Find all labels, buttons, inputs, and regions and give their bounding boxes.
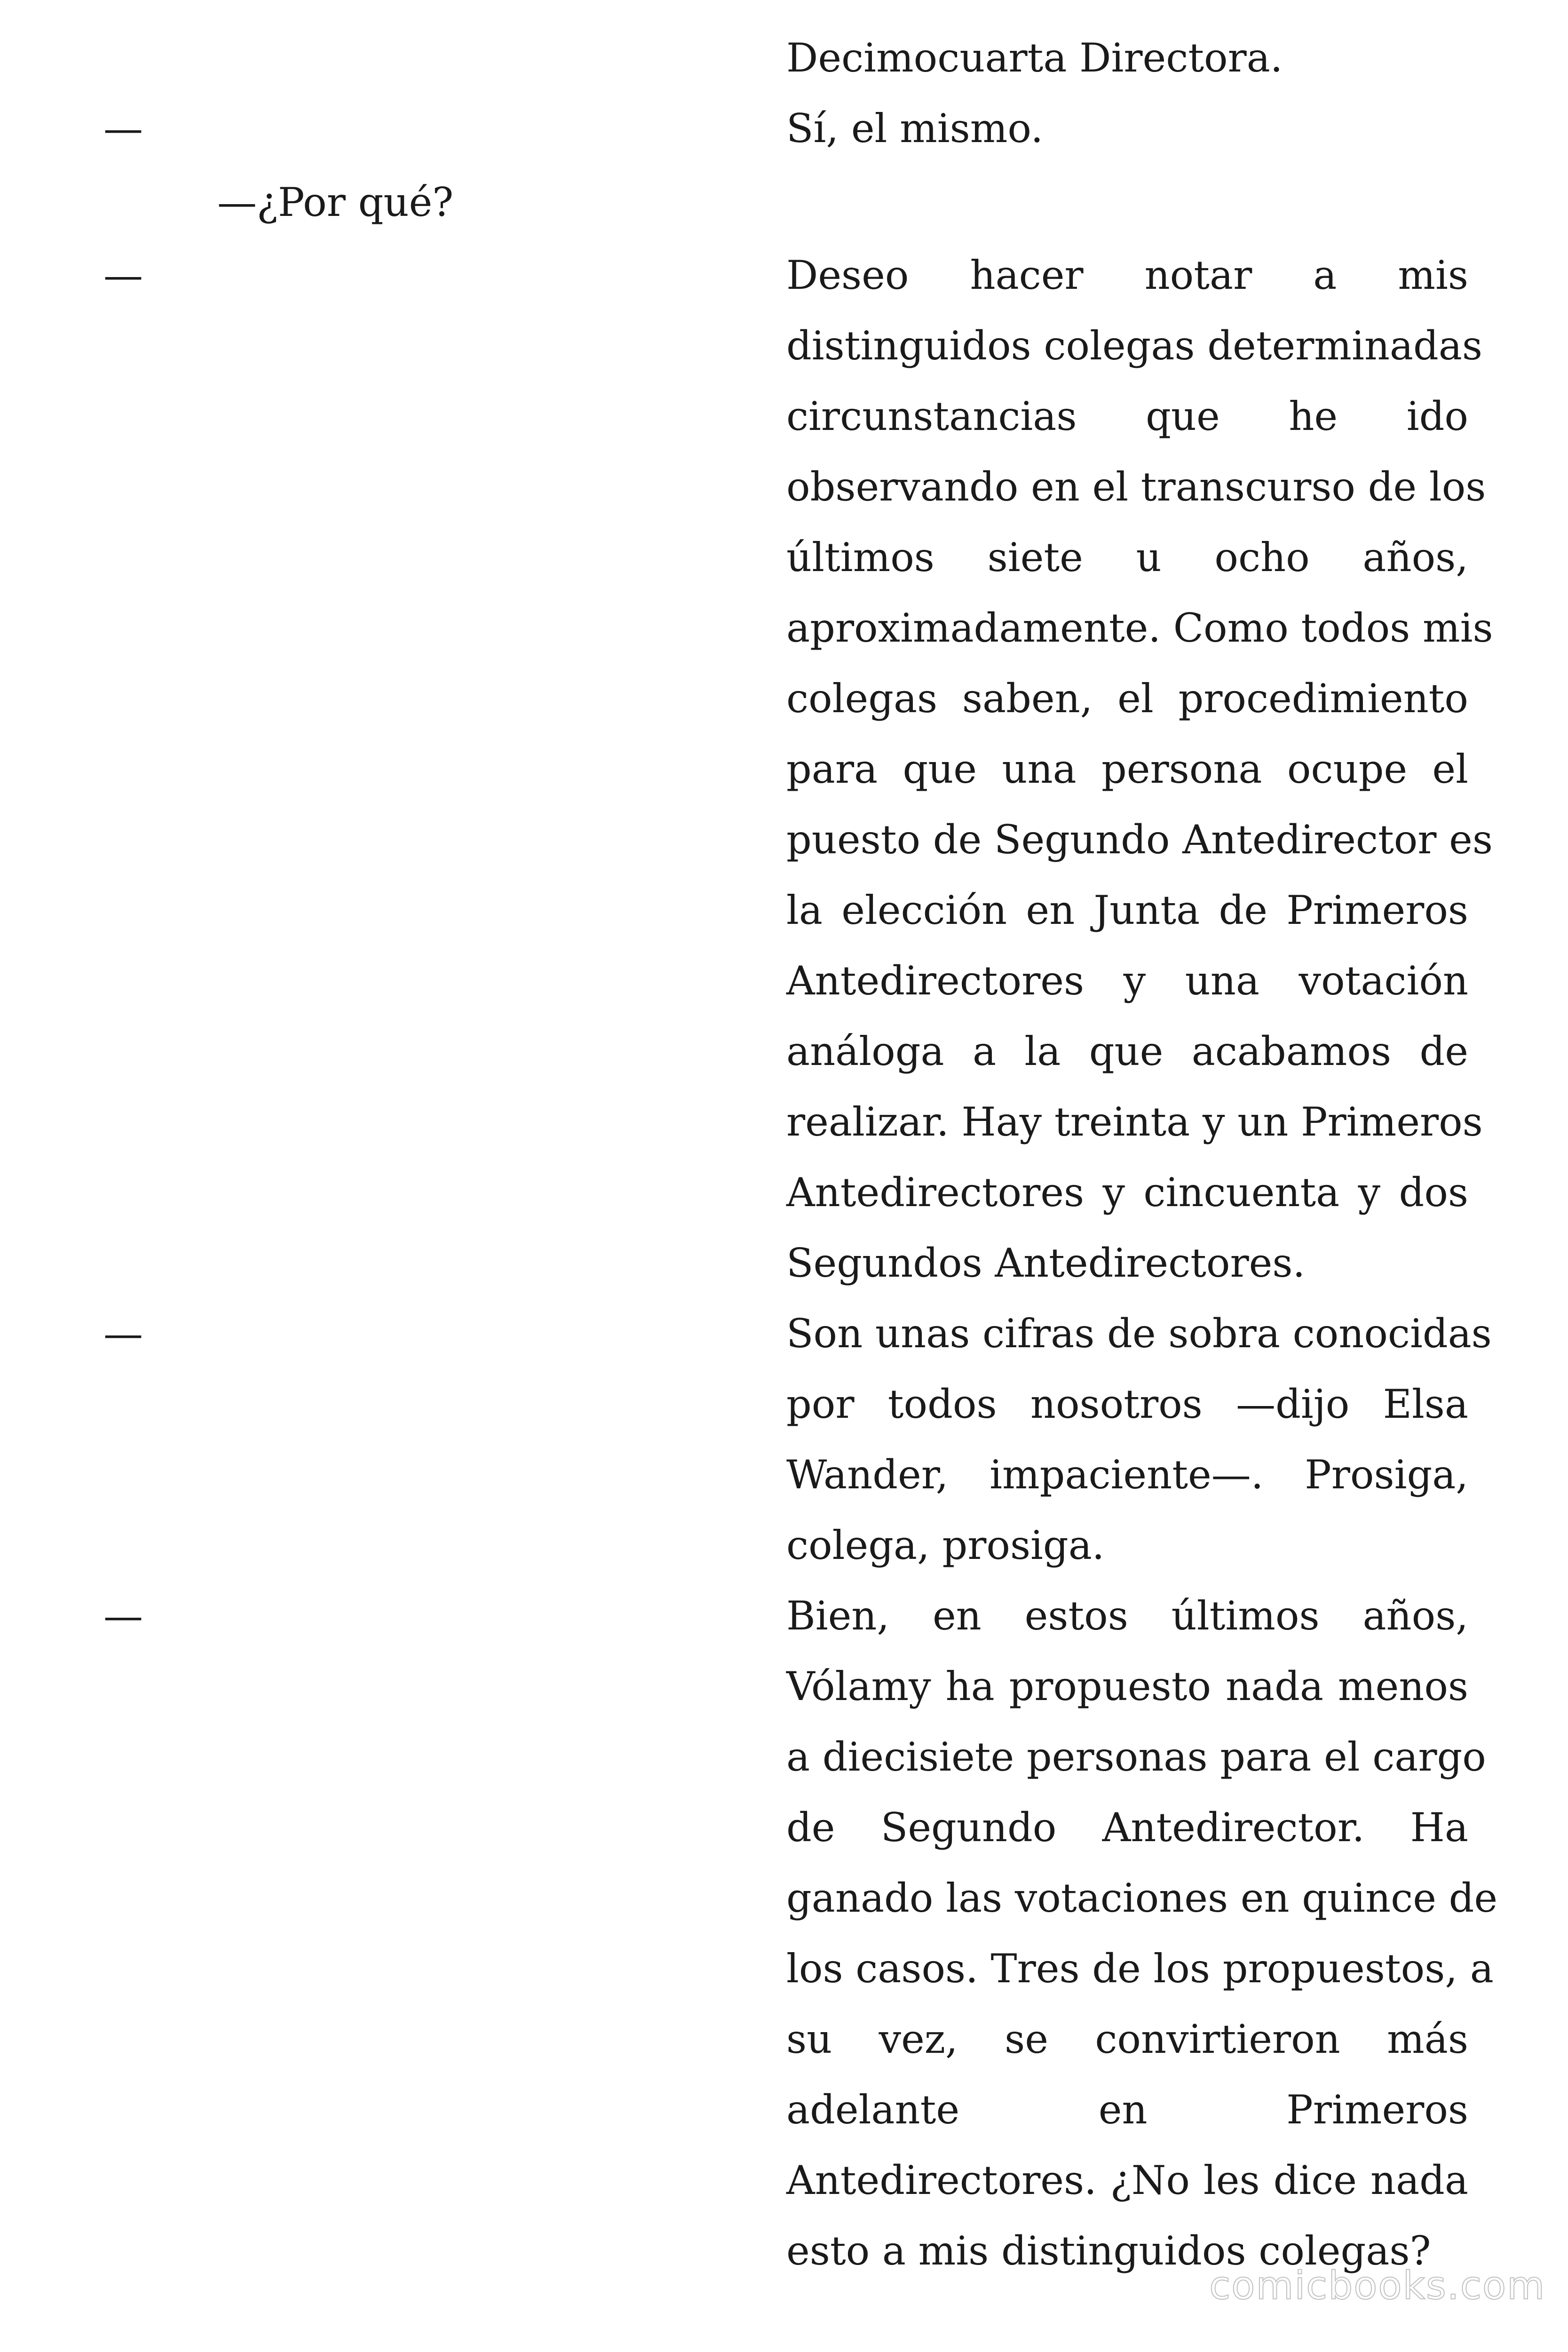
paragraph-3-line: adelante en Primeros bbox=[786, 2087, 1468, 2133]
paragraph-3-line: esto a mis distinguidos colegas? bbox=[786, 2228, 1431, 2274]
paragraph-1-line: últimos siete u ocho años, bbox=[786, 534, 1468, 580]
paragraph-3-line: ganado las votaciones en quince de bbox=[786, 1875, 1498, 1921]
paragraph-2-line: por todos nosotros —dijo Elsa bbox=[786, 1381, 1468, 1427]
paragraph-3-line: su vez, se convirtieron más bbox=[786, 2016, 1468, 2062]
reply-1-block bbox=[786, 93, 1468, 164]
paragraph-1-line: colegas saben, el procedimiento bbox=[786, 675, 1468, 722]
paragraph-1-line: análoga a la que acabamos de bbox=[786, 1028, 1468, 1074]
paragraph-3-line: a diecisiete personas para el cargo bbox=[786, 1734, 1486, 1780]
paragraph-2-line: Wander, impaciente—. Prosiga, bbox=[786, 1452, 1468, 1498]
dialogue-dash-4: — bbox=[103, 1593, 143, 1639]
paragraph-1-line: para que una persona ocupe el bbox=[786, 746, 1468, 792]
dialogue-dash-2: — bbox=[103, 252, 143, 298]
paragraph-1-line: Antedirectores y una votación bbox=[786, 958, 1468, 1004]
paragraph-1-line: observando en el transcurso de los bbox=[786, 464, 1486, 510]
paragraph-3-line: los casos. Tres de los propuestos, a bbox=[786, 1946, 1494, 1992]
paragraph-1-line: Antedirectores y cincuenta y dos bbox=[786, 1169, 1468, 1216]
paragraph-3-line: Bien, en estos últimos años, bbox=[786, 1593, 1468, 1639]
dialogue-dash-3: — bbox=[103, 1311, 143, 1357]
paragraph-1-line: la elección en Junta de Primeros bbox=[786, 887, 1468, 933]
paragraph-1-line: Deseo hacer notar a mis bbox=[786, 252, 1468, 298]
paragraph-1-line: distinguidos colegas determinadas bbox=[786, 323, 1482, 369]
watermark: comicbooks.com bbox=[1209, 2264, 1545, 2308]
paragraph-3-line: Vólamy ha propuesto nada menos bbox=[786, 1663, 1468, 1709]
intro-line: Decimocuarta Directora. bbox=[786, 35, 1283, 81]
dialogue-dash-1: — bbox=[103, 105, 143, 151]
paragraph-1-line: Segundos Antedirectores. bbox=[786, 1240, 1306, 1286]
paragraph-1-line: puesto de Segundo Antedirector es bbox=[786, 817, 1493, 863]
intro-line-block bbox=[786, 23, 1468, 93]
reply-1-line: Sí, el mismo. bbox=[786, 105, 1044, 151]
paragraph-1-line: aproximadamente. Como todos mis bbox=[786, 605, 1493, 651]
question-line: —¿Por qué? bbox=[217, 179, 454, 225]
paragraph-2-line: Son unas cifras de sobra conocidas bbox=[786, 1311, 1492, 1357]
paragraph-1-line: circunstancias que he ido bbox=[786, 393, 1468, 439]
paragraph-1-line: realizar. Hay treinta y un Primeros bbox=[786, 1099, 1483, 1145]
paragraph-3 bbox=[786, 1581, 1498, 2286]
paragraph-2 bbox=[786, 1298, 1492, 1581]
paragraph-1 bbox=[786, 240, 1493, 1298]
paragraph-3-line: Antedirectores. ¿No les dice nada bbox=[786, 2157, 1468, 2203]
paragraph-2-line: colega, prosiga. bbox=[786, 1522, 1105, 1568]
paragraph-3-line: de Segundo Antedirector. Ha bbox=[786, 1804, 1468, 1851]
